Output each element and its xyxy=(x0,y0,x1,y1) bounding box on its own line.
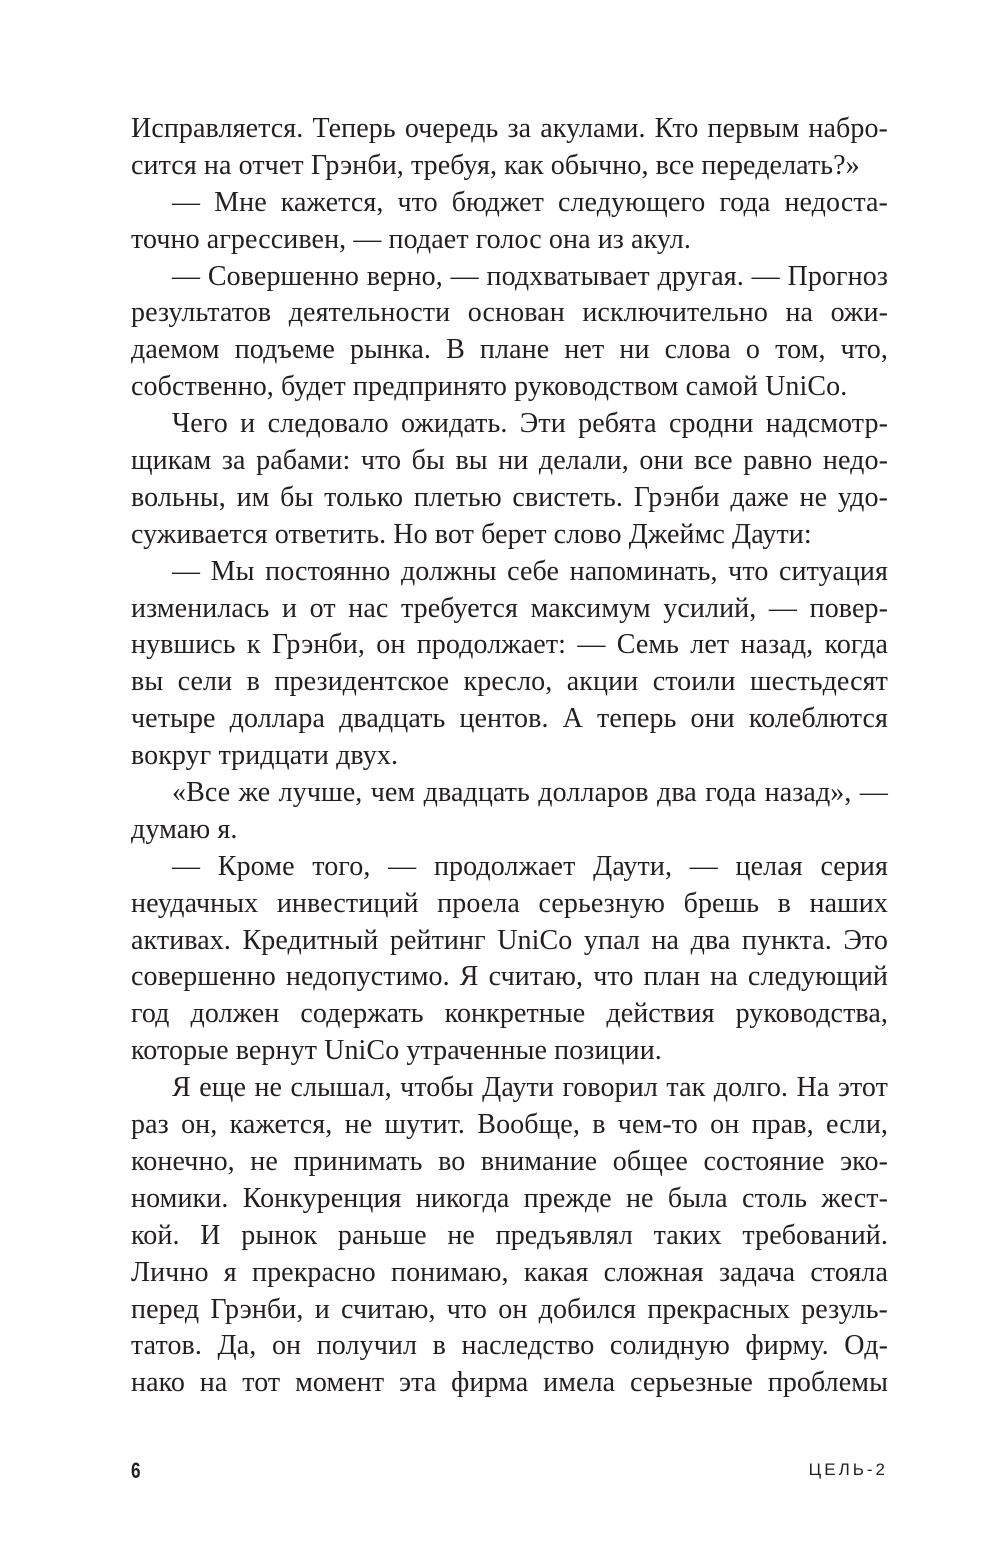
text-line: «Все же лучше, чем двадцать долларов два года назад», — xyxy=(172,777,888,809)
text-line: даемом подъеме рынка. В плане нет ни слова о том, что, xyxy=(131,334,888,366)
text-line: нако на тот момент эта фирма имела серьезные проблемы xyxy=(131,1367,888,1399)
text-line: которые вернут UniCo утраченные позиции. xyxy=(131,1035,662,1067)
text-line: Чего и следовало ожидать. Эти ребята сродни надсмотр- xyxy=(172,408,888,440)
text-line: — Кроме того, — продолжает Даути, — целая серия xyxy=(172,850,888,882)
text-line: — Мне кажется, что бюджет следующего года недоста- xyxy=(172,186,888,218)
text-line: Лично я прекрасно понимаю, какая сложная задача стояла xyxy=(131,1256,888,1288)
text-line: изменилась и от нас требуется максимум усилий, — повер- xyxy=(131,592,888,624)
text-line: щикам за рабами: что бы вы ни делали, они все равно недо- xyxy=(131,445,888,477)
text-line: вы сели в президентское кресло, акции стоили шестьдесят xyxy=(131,666,888,698)
text-line: конечно, не принимать во внимание общее состояние эко- xyxy=(131,1145,888,1177)
text-line: — Мы постоянно должны себе напоминать, что ситуация xyxy=(172,555,888,587)
running-title: ЦЕЛЬ-2 xyxy=(808,1460,888,1479)
text-line: — Совершенно верно, — подхватывает другая. — Прогноз xyxy=(172,260,888,292)
page-body xyxy=(131,111,888,1402)
text-line: номики. Конкуренция никогда прежде не была столь жест- xyxy=(131,1182,888,1214)
text-line: четыре доллара двадцать центов. А теперь они колеблются xyxy=(131,703,888,735)
text-line: активах. Кредитный рейтинг UniCo упал на два пункта. Это xyxy=(131,924,888,956)
text-line: год должен содержать конкретные действия руководства, xyxy=(131,998,888,1030)
text-line: совершенно недопустимо. Я считаю, что план на следующий xyxy=(131,961,888,993)
text-line: перед Грэнби, и считаю, что он добился прекрасных резуль- xyxy=(131,1293,888,1325)
text-line: кой. И рынок раньше не предъявлял таких требований. xyxy=(131,1219,888,1251)
text-line: вокруг тридцати двух. xyxy=(131,740,399,772)
text-line: сится на отчет Грэнби, требуя, как обычно, все переделать?» xyxy=(131,149,860,181)
text-line: суживается ответить. Но вот берет слово Джеймс Даути: xyxy=(131,518,812,550)
text-line: точно агрессивен, — подает голос она из акул. xyxy=(131,223,691,255)
text-line: Я еще не слышал, чтобы Даути говорил так долго. На этот xyxy=(172,1072,888,1104)
text-line: Исправляется. Теперь очередь за акулами. Кто первым набро- xyxy=(131,113,888,144)
text-line: нувшись к Грэнби, он продолжает: — Семь лет назад, когда xyxy=(131,629,888,661)
text-line: собственно, будет предпринято руководством самой UniCo. xyxy=(131,371,848,403)
text-line: татов. Да, он получил в наследство солидную фирму. Од- xyxy=(131,1330,888,1362)
text-line: раз он, кажется, не шутит. Вообще, в чем-то он прав, если, xyxy=(131,1109,888,1141)
text-line: вольны, им бы только плетью свистеть. Грэнби даже не удо- xyxy=(131,481,888,513)
text-line: неудачных инвестиций проела серьезную брешь в наших xyxy=(131,887,888,919)
text-line: думаю я. xyxy=(131,813,238,845)
text-line: результатов деятельности основан исключительно на ожи- xyxy=(131,297,888,329)
page-number: 6 xyxy=(131,1458,141,1483)
